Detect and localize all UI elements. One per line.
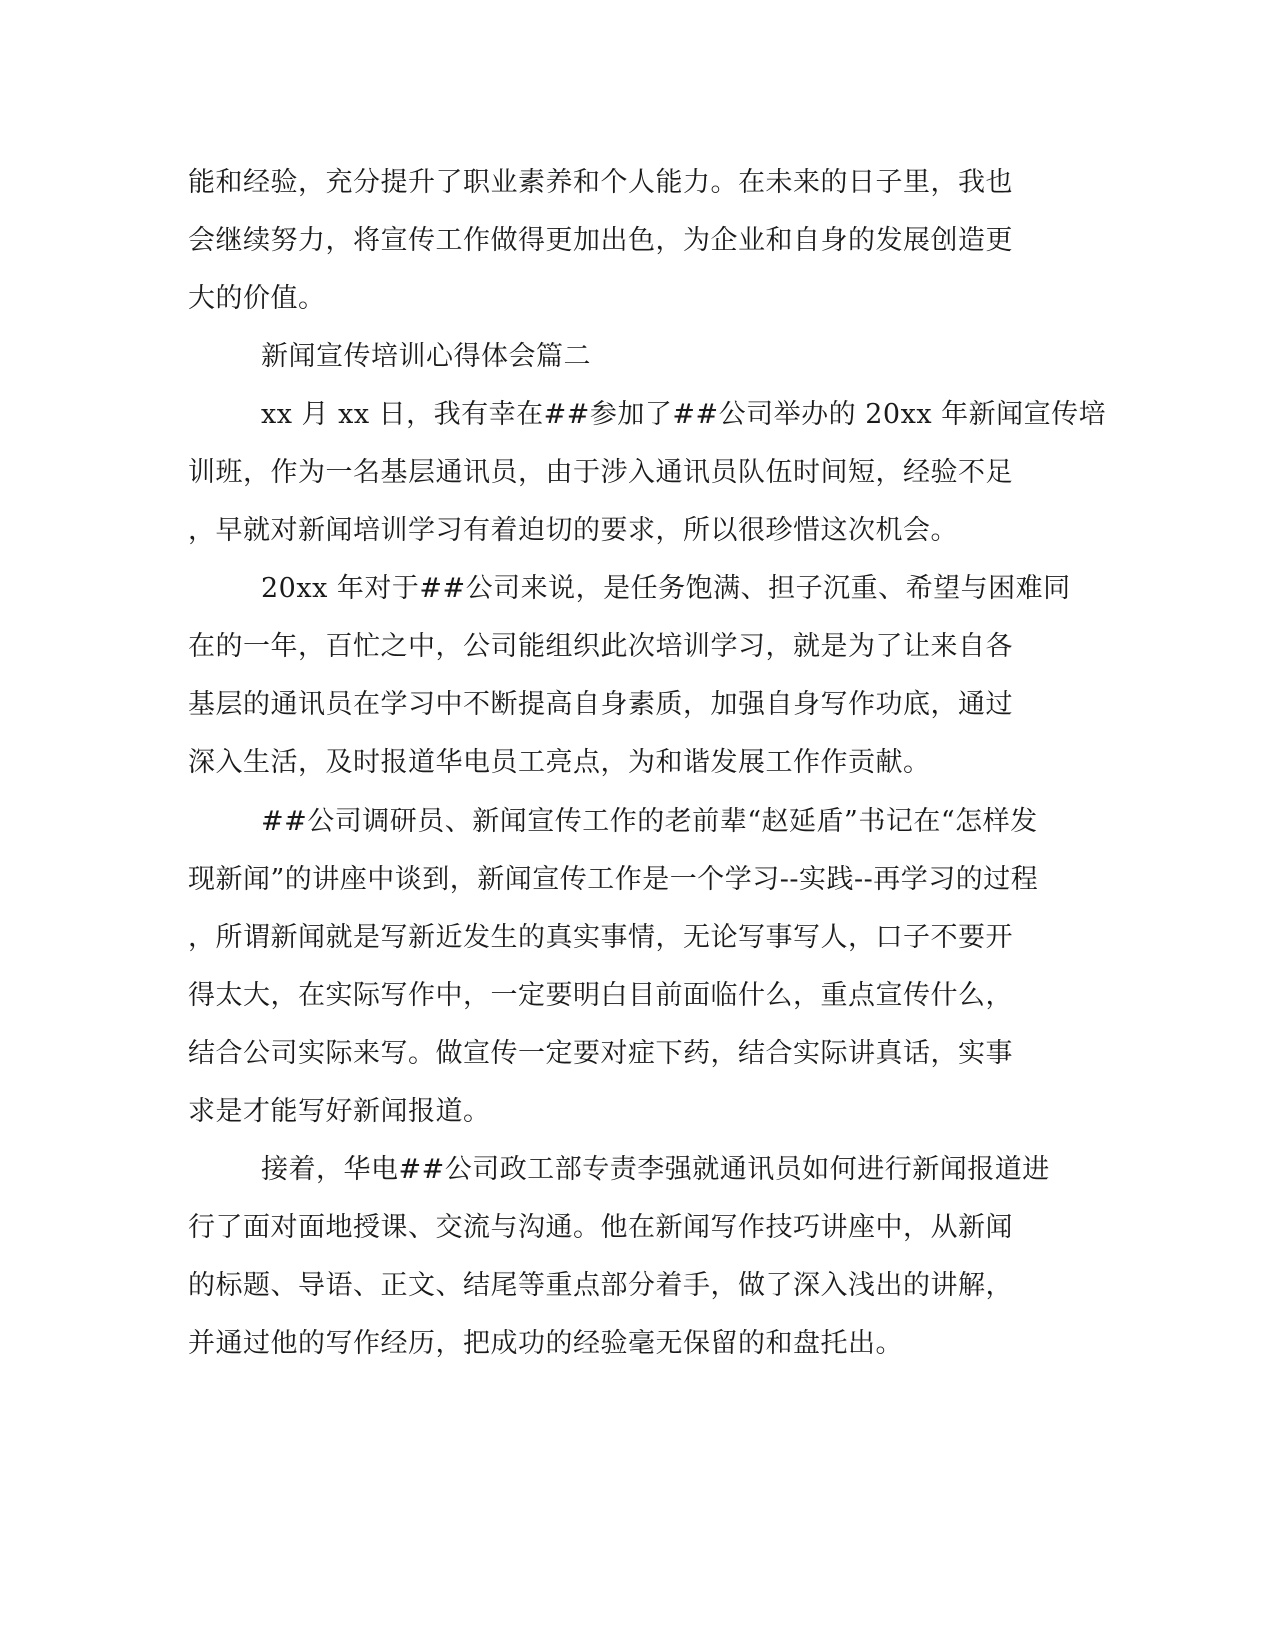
paragraph-4-line-3: 的标题、导语、正文、结尾等重点部分着手，做了深入浅出的讲解， bbox=[188, 1270, 1013, 1301]
paragraph-2-line-1: 20xx 年对于##公司来说，是任务饱满、担子沉重、希望与困难同 bbox=[261, 573, 1071, 604]
intro-line-1: 能和经验，充分提升了职业素养和个人能力。在未来的日子里，我也 bbox=[188, 167, 1013, 198]
paragraph-3-line-5: 结合公司实际来写。做宣传一定要对症下药，结合实际讲真话，实事 bbox=[188, 1038, 1013, 1069]
paragraph-3-line-2: 现新闻”的讲座中谈到，新闻宣传工作是一个学习--实践--再学习的过程 bbox=[188, 864, 1039, 895]
paragraph-3-line-6: 求是才能写好新闻报道。 bbox=[188, 1096, 491, 1127]
paragraph-4-line-4: 并通过他的写作经历，把成功的经验毫无保留的和盘托出。 bbox=[188, 1328, 903, 1359]
intro-line-3: 大的价值。 bbox=[188, 283, 326, 314]
paragraph-3-line-3: ，所谓新闻就是写新近发生的真实事情，无论写事写人，口子不要开 bbox=[188, 922, 1013, 953]
paragraph-2-line-2: 在的一年，百忙之中，公司能组织此次培训学习，就是为了让来自各 bbox=[188, 631, 1013, 662]
paragraph-1-line-3: ，早就对新闻培训学习有着迫切的要求，所以很珍惜这次机会。 bbox=[188, 515, 958, 546]
paragraph-4-line-1: 接着，华电##公司政工部专责李强就通讯员如何进行新闻报道进 bbox=[261, 1154, 1050, 1185]
intro-line-2: 会继续努力，将宣传工作做得更加出色，为企业和自身的发展创造更 bbox=[188, 225, 1013, 256]
paragraph-1-line-1: xx 月 xx 日，我有幸在##参加了##公司举办的 20xx 年新闻宣传培 bbox=[261, 399, 1107, 430]
paragraph-3-line-1: ##公司调研员、新闻宣传工作的老前辈“赵延盾”书记在“怎样发 bbox=[261, 806, 1038, 837]
paragraph-2-line-3: 基层的通讯员在学习中不断提高自身素质，加强自身写作功底，通过 bbox=[188, 689, 1013, 720]
paragraph-4-line-2: 行了面对面地授课、交流与沟通。他在新闻写作技巧讲座中，从新闻 bbox=[188, 1212, 1013, 1243]
paragraph-1-line-2: 训班，作为一名基层通讯员，由于涉入通讯员队伍时间短，经验不足 bbox=[188, 457, 1013, 488]
section-title: 新闻宣传培训心得体会篇二 bbox=[261, 341, 591, 372]
paragraph-3-line-4: 得太大，在实际写作中，一定要明白目前面临什么，重点宣传什么， bbox=[188, 980, 1013, 1011]
paragraph-2-line-4: 深入生活，及时报道华电员工亮点，为和谐发展工作作贡献。 bbox=[188, 747, 931, 778]
